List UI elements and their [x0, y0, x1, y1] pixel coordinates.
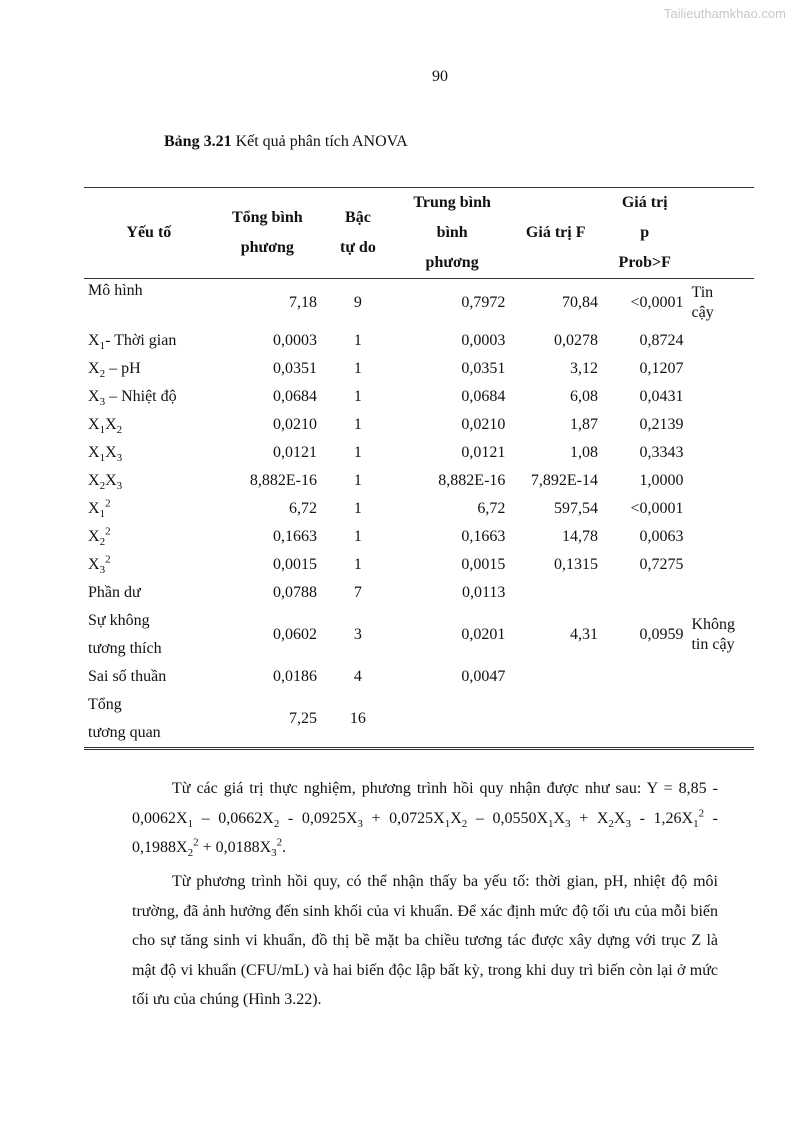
table-row: $X_1^2$ 6,72 1 6,72 597,54 <0,0001 [88, 497, 684, 521]
header-degrees-of-freedom: Bậc tự do [339, 209, 376, 256]
page-number: 90 [432, 68, 448, 85]
table-row: $X_2$ – pH 0,0351 1 0,0351 3,12 0,1207 [88, 360, 684, 381]
table-row: Sự không tương thích 0,0602 3 0,0201 4,31 0,0959 Không tin cậy [84, 607, 754, 663]
table-row: Tổng tương quan 7,25 16 [84, 691, 754, 749]
header-note [687, 188, 754, 279]
header-mean-square: Trung bình bình phương [413, 194, 491, 271]
header-p-value: Giá trị p Prob>F [618, 194, 671, 271]
note-reliable: Tin cậy [691, 284, 714, 321]
table-row: $X_1X_3$ 0,0121 1 0,0121 1,08 0,3343 [88, 444, 684, 465]
watermark: Tailieuthamkhao.com [663, 6, 786, 21]
paragraph-regression-equation: Từ các giá trị thực nghiệm, phương trình hồi quy nhận được như sau: $Y = 8,85 - 0,0062X_1 - 0,0662X_2 - 0,0925X_3 + 0,0725X_1X_2 - 0,0550X_1X_3 + X_2X_3 - 1,26X_1^2 - 0,1988X_2^2 + 0,0188X_3^2$. [132, 780, 718, 860]
note-unreliable: Không tin cậy [691, 616, 736, 653]
paragraph-discussion: Từ phương trình hồi quy, có thể nhận thấy ba yếu tố: thời gian, pH, nhiệt độ môi trường, đã ảnh hưởng đến sinh khối của vi khuẩn. Để xác định mức độ tối ưu của mỗi biến cho sự tăng sinh vi khuẩn, đồ thị bề mặt ba chiều tương tác được xây dựng với trục Z là mật độ vi khuẩn (CFU/mL) và hai biến độc lập bất kỳ, trong khi duy trì biến còn lại ở mức tối ưu của chúng (Hình 3.22). [132, 873, 718, 1008]
table-row: Phần dư 0,0788 7 0,0113 [88, 584, 506, 601]
table-caption [164, 133, 408, 151]
table-row: $X_3^2$ 0,0015 1 0,0015 0,1315 0,7275 [88, 553, 684, 577]
table-row: $X_1X_2$ 0,0210 1 0,0210 1,87 0,2139 [88, 416, 684, 437]
table-row: Sai số thuần 0,0186 4 0,0047 [88, 668, 506, 685]
table-row: $X_3$ – Nhiệt độ 0,0684 1 0,0684 6,08 0,0431 [88, 388, 684, 409]
table-caption-text: Kết quả phân tích ANOVA [231, 133, 408, 150]
header-sum-of-squares: Tổng bình phương [231, 209, 303, 256]
table-row: $X_2^2$ 0,1663 1 0,1663 14,78 0,0063 [88, 525, 684, 549]
header-f-value: Giá trị F [525, 224, 586, 241]
table-row: $X_2X_3$ 8,882E-16 1 8,882E-16 7,892E-14 1,0000 [88, 472, 684, 493]
anova-table [84, 187, 754, 750]
header-factor: Yếu tố [126, 224, 172, 241]
table-row: Mô hình 7,18 9 0,7972 70,84 <0,0001 Tin cậy [84, 279, 754, 328]
table-caption-label: Bảng 3.21 [164, 133, 232, 150]
table-row: $X_1-$ Thời gian 0,0003 1 0,0003 0,0278 0,8724 [88, 332, 684, 353]
